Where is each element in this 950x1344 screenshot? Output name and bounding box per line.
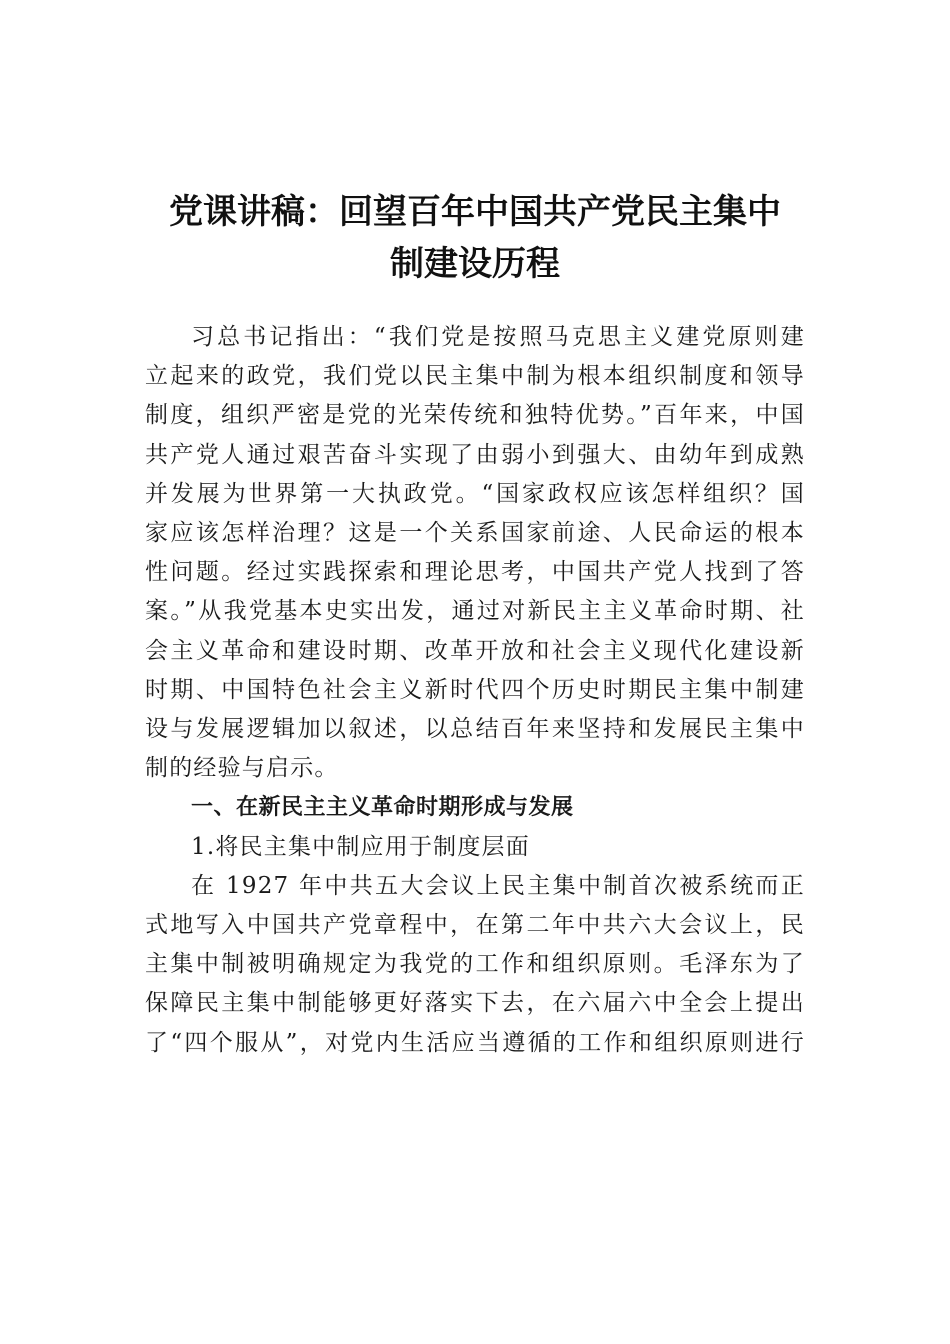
title-line-1: 党课讲稿：回望百年中国共产党民主集中 [169, 192, 781, 232]
intro-paragraph [145, 318, 805, 788]
paragraph-line: 立起来的政党，我们党以民主集中制为根本组织制度和领导 [145, 363, 805, 390]
paragraph-line: 保障民主集中制能够更好落实下去，在六届六中全会上提出 [145, 990, 805, 1017]
paragraph-line: 会主义革命和建设时期、改革开放和社会主义现代化建设新 [145, 637, 805, 664]
paragraph-line: 制的经验与启示。 [145, 755, 339, 782]
title-line-2: 制建设历程 [390, 244, 560, 284]
paragraph-line: 习总书记指出：“我们党是按照马克思主义建党原则建 [191, 324, 805, 350]
section-heading: 一、在新民主主义革命时期形成与发展 [191, 795, 574, 821]
section-paragraph [145, 867, 805, 1063]
document-page [145, 186, 805, 1063]
paragraph-line: 并发展为世界第一大执政党。“国家政权应该怎样组织？国 [145, 480, 805, 507]
paragraph-line: 时期、中国特色社会主义新时代四个历史时期民主集中制建 [145, 676, 805, 703]
paragraph-line: 了“四个服从”，对党内生活应当遵循的工作和组织原则进行 [145, 1029, 805, 1056]
subsection-heading: 1.将民主集中制应用于制度层面 [191, 833, 530, 860]
paragraph-line: 制度，组织严密是党的光荣传统和独特优势。”百年来，中国 [145, 402, 805, 429]
paragraph-line: 共产党人通过艰苦奋斗实现了由弱小到强大、由幼年到成熟 [145, 441, 805, 468]
paragraph-line: 案。”从我党基本史实出发，通过对新民主主义革命时期、社 [145, 598, 805, 625]
paragraph-line: 家应该怎样治理？这是一个关系国家前途、人民命运的根本 [145, 520, 805, 547]
document-body [145, 318, 805, 1063]
paragraph-line: 在 1927 年中共五大会议上民主集中制首次被系统而正 [191, 872, 805, 899]
paragraph-line: 设与发展逻辑加以叙述，以总结百年来坚持和发展民主集中 [145, 716, 805, 743]
paragraph-line: 主集中制被明确规定为我党的工作和组织原则。毛泽东为了 [145, 951, 805, 978]
paragraph-line: 式地写入中国共产党章程中，在第二年中共六大会议上，民 [145, 912, 805, 939]
paragraph-line: 性问题。经过实践探索和理论思考，中国共产党人找到了答 [145, 559, 805, 586]
document-title [145, 186, 805, 290]
